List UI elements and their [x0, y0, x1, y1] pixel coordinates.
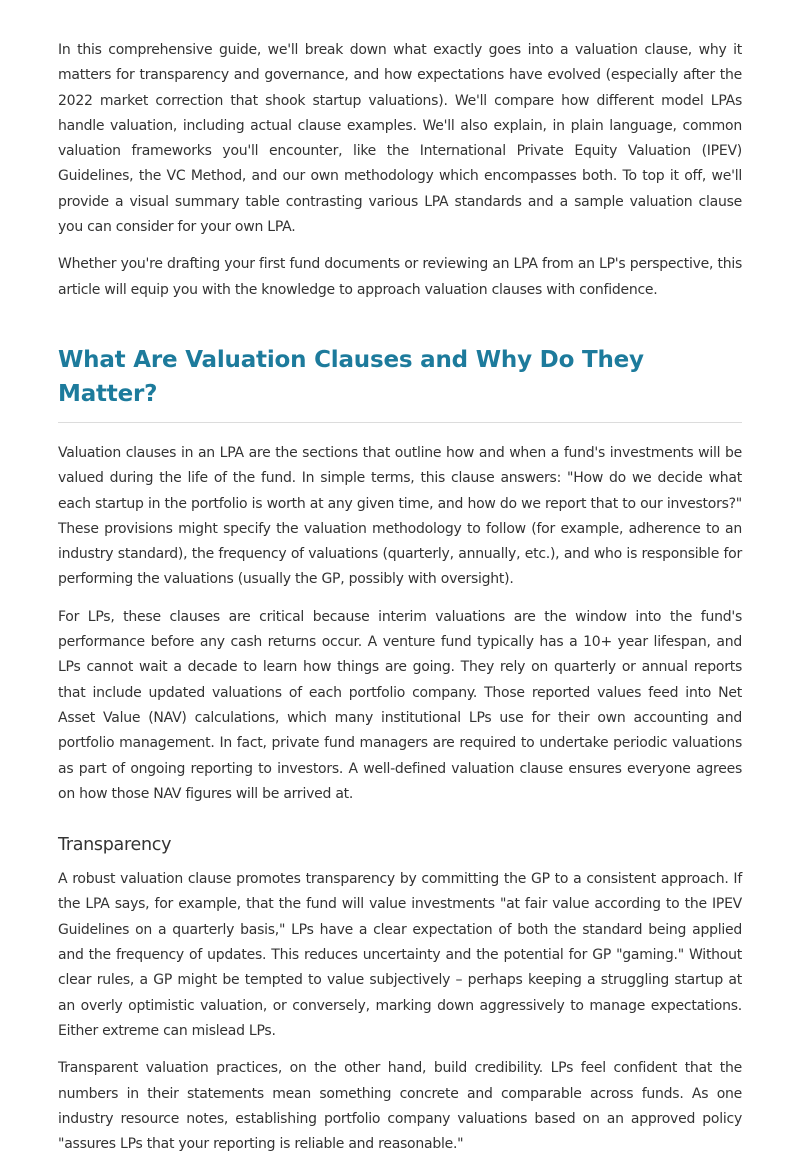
- intro-block: [58, 38, 742, 303]
- section-paragraph-1: Valuation clauses in an LPA are the sections that outline how and when a fund's investments will be valued during the life of the fund. In simple terms, this clause answers: "How do we decide what each startup in the portfolio is worth at any given time, and how do we report that to our investors?" These provisions might specify the valuation methodology to follow (for example, adherence to an industry standard), the frequency of valuations (quarterly, annually, etc.), and who is responsible for performing the valuations (usually the GP, possibly with oversight).: [58, 444, 742, 588]
- section-body: [58, 441, 742, 807]
- section-divider: [58, 422, 742, 423]
- section-heading: What Are Valuation Clauses and Why Do They Matter?: [58, 346, 644, 407]
- section-paragraph-2: For LPs, these clauses are critical because interim valuations are the window into the fund's performance before any cash returns occur. A venture fund typically has a 10+ year lifespan, and LPs cannot wait a decade to learn how things are going. They rely on quarterly or annual reports that include updated valuations of each portfolio company. Those reported values feed into Net Asset Value (NAV) calculations, which many institutional LPs use for their own accounting and portfolio management. In fact, private fund managers are required to undertake periodic valuations as part of ongoing reporting to investors. A well-defined valuation clause ensures everyone agrees on how those NAV figures will be arrived at.: [58, 608, 742, 802]
- subsection-body: [58, 867, 742, 1157]
- subsection-paragraph-2: Transparent valuation practices, on the other hand, build credibility. LPs feel confident that the numbers in their statements mean something concrete and comparable across funds. As one industry resource notes, establishing portfolio company valuations based on an approved policy "assures LPs that your reporting is reliable and reasonable.": [58, 1060, 742, 1153]
- intro-paragraph-2: Whether you're drafting your first fund documents or reviewing an LPA from an LP's perspective, this article will equip you with the knowledge to approach valuation clauses with confidence.: [58, 256, 742, 298]
- intro-paragraph-1: In this comprehensive guide, we'll break down what exactly goes into a valuation clause, why it matters for transparency and governance, and how expectations have evolved (especially after the 2022 market correction that shook startup valuations). We'll compare how different model LPAs handle valuation, including actual clause examples. We'll also explain, in plain language, common valuation frameworks you'll encounter, like the International Private Equity Valuation (IPEV) Guidelines, the VC Method, and our own methodology which encompasses both. To top it off, we'll provide a visual summary table contrasting various LPA standards and a sample valuation clause you can consider for your own LPA.: [58, 42, 742, 236]
- subsection-heading: Transparency: [58, 835, 172, 856]
- subsection-paragraph-1: A robust valuation clause promotes transparency by committing the GP to a consistent approach. If the LPA says, for example, that the fund will value investments "at fair value according to the IPEV Guidelines on a quarterly basis," LPs have a clear expectation of both the standard being applied and the frequency of updates. This reduces uncertainty and the potential for GP "gaming." Without clear rules, a GP might be tempted to value subjectively – perhaps keeping a struggling startup at an overly optimistic valuation, or conversely, marking down aggressively to manage expectations. Either extreme can mislead LPs.: [58, 871, 742, 1039]
